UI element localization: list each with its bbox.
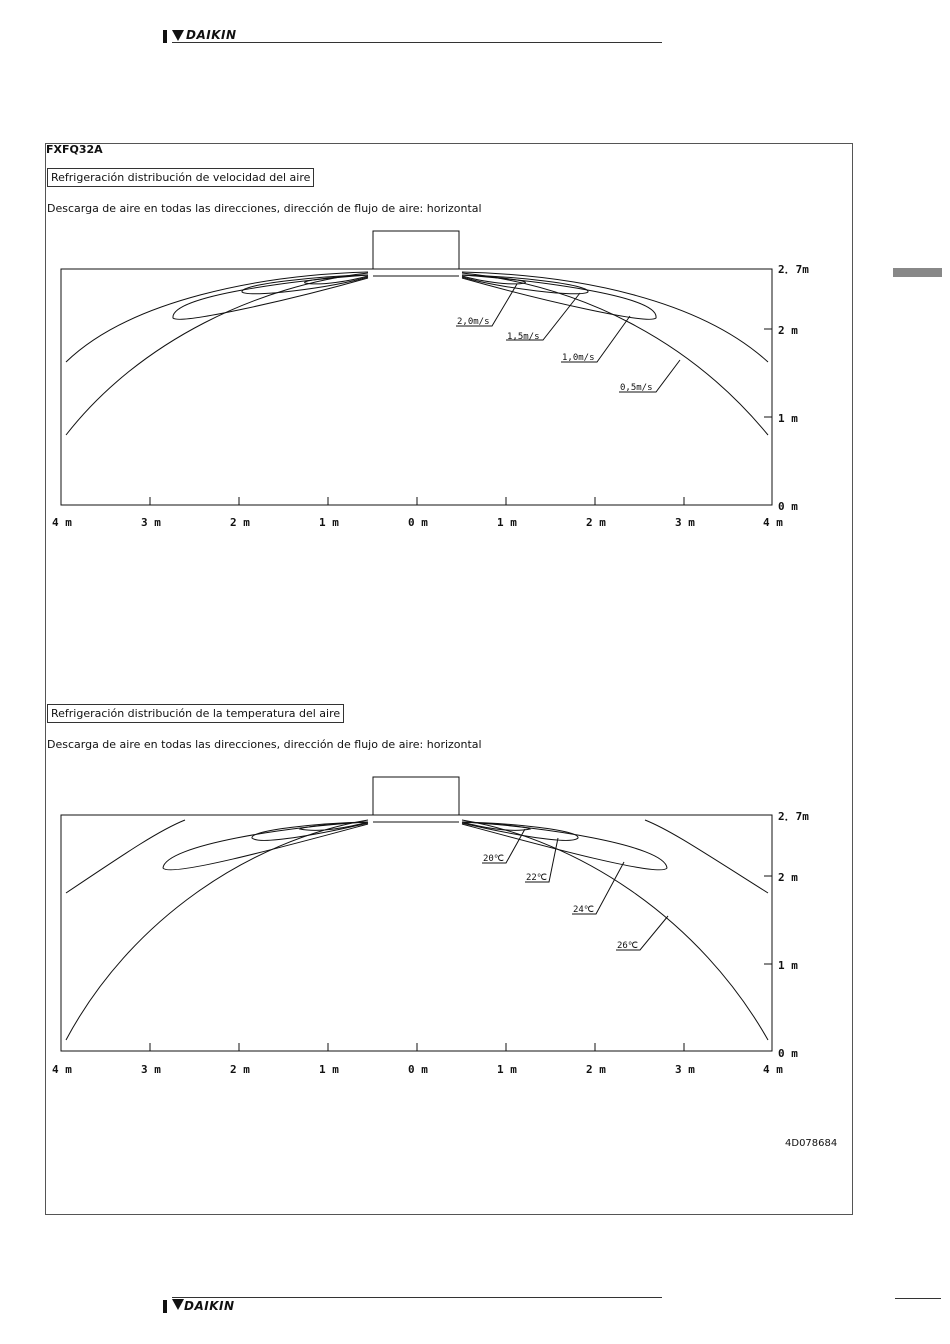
- temperature-x-label: 3 m: [141, 1063, 161, 1076]
- temperature-contour-26-left: [66, 820, 368, 1040]
- velocity-x-label: 4 m: [763, 516, 783, 529]
- temperature-x-label: 3 m: [675, 1063, 695, 1076]
- velocity-x-ticks: [150, 497, 684, 505]
- temperature-x-label: 4 m: [52, 1063, 72, 1076]
- velocity-x-label: 2 m: [230, 516, 250, 529]
- velocity-labels: [52, 263, 809, 529]
- velocity-x-label: 3 m: [675, 516, 695, 529]
- daikin-logo: DAIKIN: [172, 28, 237, 42]
- velocity-y-label-0: 0 m: [778, 500, 798, 513]
- temperature-indoor-unit: [373, 777, 459, 815]
- temperature-contour-24-left: [163, 822, 368, 870]
- temperature-x-label: 0 m: [408, 1063, 428, 1076]
- temperature-room-outline: [61, 815, 772, 1051]
- velocity-label-10: 1,0m/s: [562, 353, 595, 363]
- temperature-x-label: 1 m: [319, 1063, 339, 1076]
- footer-bar: [163, 1300, 167, 1313]
- temperature-contour-26-right: [462, 820, 768, 1040]
- velocity-contour-05-left: [66, 273, 368, 435]
- temperature-title: Refrigeración distribución de la temperatura del aire: [47, 704, 344, 723]
- temperature-y-label-2: 2 m: [778, 871, 798, 884]
- temperature-y-label-1: 1 m: [778, 959, 798, 972]
- velocity-indoor-unit: [373, 231, 459, 269]
- velocity-y-label-27: 2．7m: [778, 263, 809, 276]
- velocity-x-label: 1 m: [319, 516, 339, 529]
- footer-rule: [172, 1297, 662, 1298]
- temperature-y-label-0: 0 m: [778, 1047, 798, 1060]
- velocity-x-label: 4 m: [52, 516, 72, 529]
- velocity-x-label: 0 m: [408, 516, 428, 529]
- velocity-y-ticks: [764, 329, 772, 417]
- temperature-contour-outer-left: [66, 820, 185, 893]
- velocity-contour-outer-right: [462, 272, 768, 362]
- daikin-logo: DAIKIN: [172, 1299, 235, 1313]
- velocity-x-label: 2 m: [586, 516, 606, 529]
- temperature-x-ticks: [150, 1043, 684, 1051]
- temperature-contour-outer-right: [645, 820, 768, 893]
- velocity-x-label: 3 m: [141, 516, 161, 529]
- temperature-label-20: 20℃: [483, 854, 504, 864]
- velocity-label-05: 0,5m/s: [620, 383, 653, 393]
- temperature-diagram: [61, 777, 772, 1051]
- temperature-x-label: 2 m: [586, 1063, 606, 1076]
- model-name: FXFQ32A: [46, 143, 103, 156]
- temperature-x-label: 1 m: [497, 1063, 517, 1076]
- velocity-subtitle: Descarga de aire en todas las direcciones, dirección de flujo de aire: horizontal: [47, 202, 482, 215]
- temperature-label-26: 26℃: [617, 941, 638, 951]
- temperature-x-label: 2 m: [230, 1063, 250, 1076]
- temperature-label-22: 22℃: [526, 873, 547, 883]
- temperature-subtitle: Descarga de aire en todas las direcciones, dirección de flujo de aire: horizontal: [47, 738, 482, 751]
- velocity-contour-05-right: [462, 273, 768, 435]
- temperature-contour-22-left: [252, 822, 368, 840]
- footer-edge-rule: [895, 1298, 941, 1299]
- velocity-label-20: 2,0m/s: [457, 317, 490, 327]
- temperature-label-24: 24℃: [573, 905, 594, 915]
- temperature-labels: [52, 810, 809, 1076]
- page-footer: [160, 1297, 662, 1317]
- velocity-title: Refrigeración distribución de velocidad del aire: [47, 168, 314, 187]
- temperature-y-ticks: [764, 876, 772, 964]
- velocity-label-15: 1,5m/s: [507, 332, 540, 342]
- temperature-y-label-27: 2．7m: [778, 810, 809, 823]
- velocity-y-label-2: 2 m: [778, 324, 798, 337]
- temperature-x-label: 4 m: [763, 1063, 783, 1076]
- velocity-x-label: 1 m: [497, 516, 517, 529]
- velocity-y-label-1: 1 m: [778, 412, 798, 425]
- velocity-diagram: [61, 231, 772, 505]
- document-number: 4D078684: [785, 1138, 838, 1149]
- velocity-contour-15-right: [462, 275, 588, 294]
